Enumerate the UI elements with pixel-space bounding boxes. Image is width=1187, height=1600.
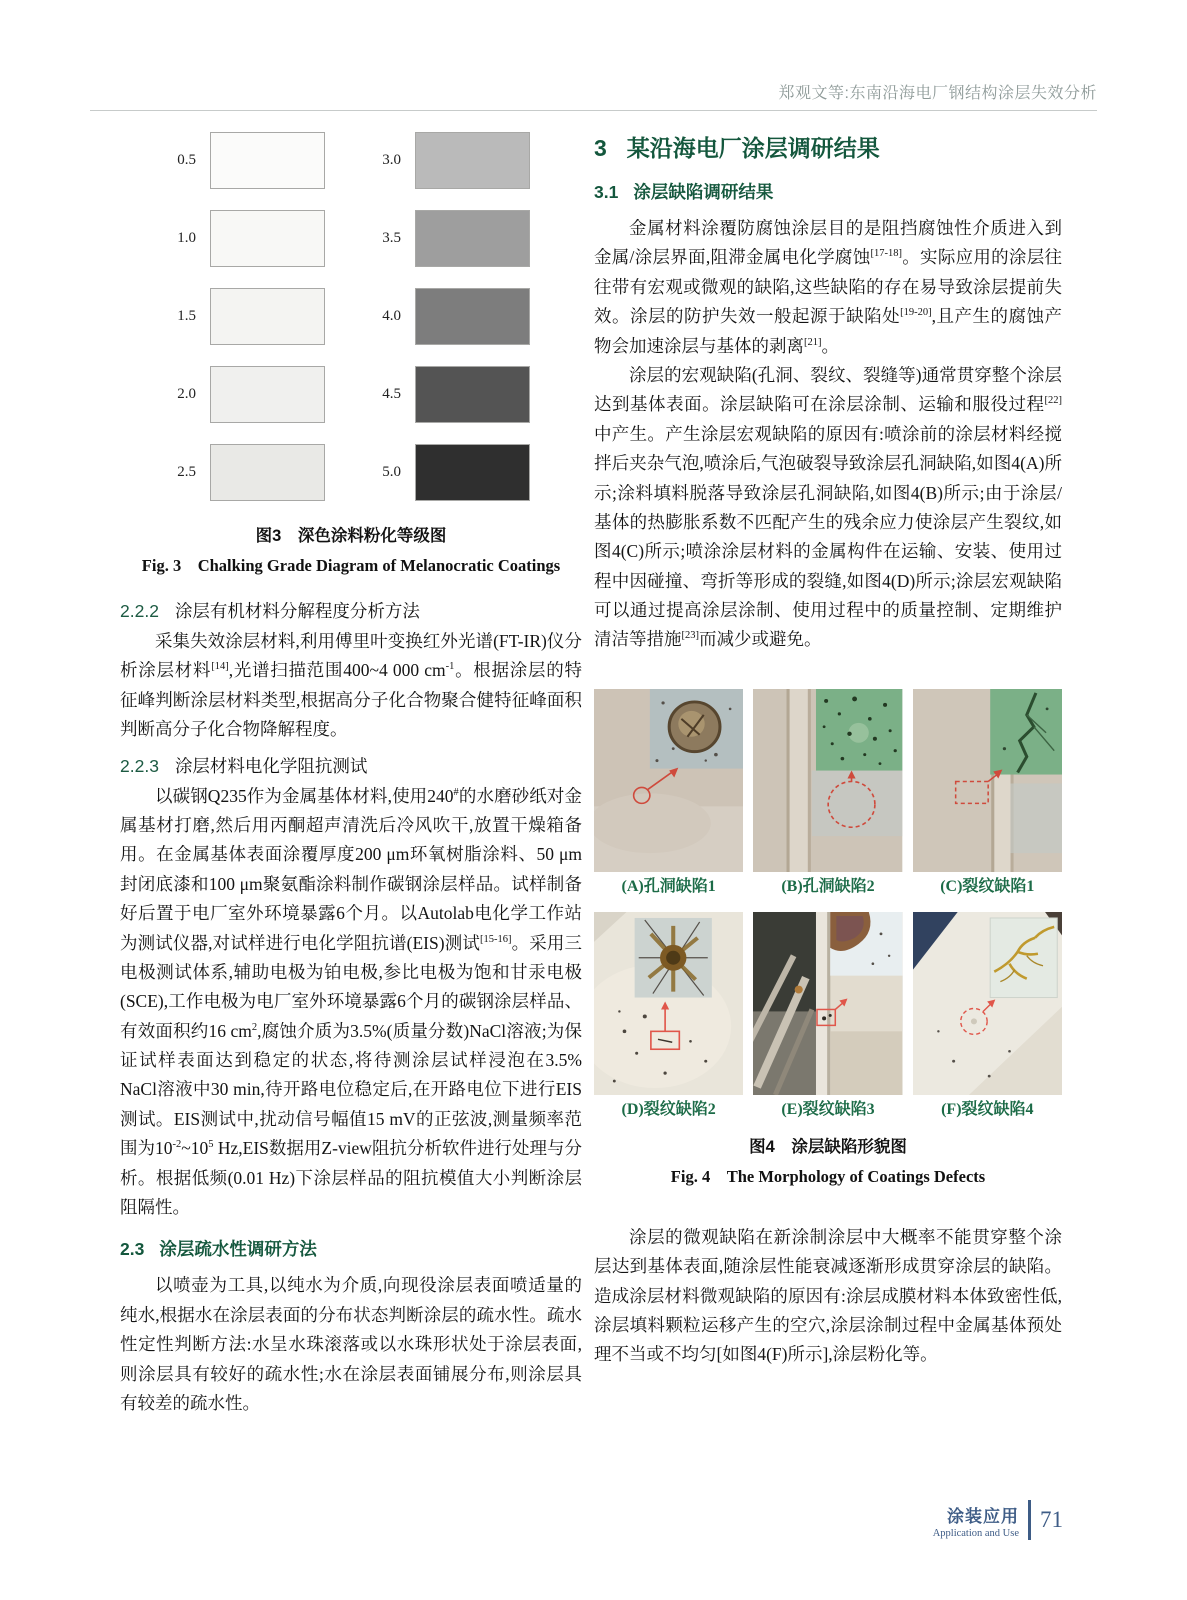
chalking-grade-label: 3.5 [382,230,401,246]
superscript-reference: -1 [445,661,455,673]
running-head: 郑观文等:东南沿海电厂钢结构涂层失效分析 [778,85,1097,102]
fig4-photo-hole-defect-1 [594,689,743,872]
figure3-caption-en: Fig. 3 Chalking Grade Diagram of Melanocratic Coatings [141,556,561,575]
fig3-row [120,366,582,423]
chalking-grade-label: 0.5 [177,152,196,168]
section-number: 3 [594,135,607,161]
paragraph-3-1-a: 金属材料涂覆防腐蚀涂层目的是阻挡腐蚀性介质进入到金属/涂层界面,阻滞金属电化学腐蚀[17-18]。实际应用的涂层往往带有宏观或微观的缺陷,这些缺陷的存在易导致涂层提前失效。涂层的防护失效一般起源于缺陷处[19-20],且产生的腐蚀产物会加速涂层与基体的剥离[21]。 [594,218,1063,356]
superscript-reference: [22] [1044,395,1062,407]
fig4-photo-crack-defect-3 [753,912,902,1095]
figure4-grid [594,689,1062,1125]
chalking-grade-label: 3.0 [382,152,401,168]
paragraph-2-3: 以喷壶为工具,以纯水为介质,向现役涂层表面喷适量的纯水,根据水在涂层表面的分布状态判断涂层的疏水性。疏水性定性判断方法:水呈水珠滚落或以水珠形状处于涂层表面,则涂层具有较好的疏水性;水在涂层表面铺展分布,则涂层具有较差的疏水性。 [120,1275,582,1413]
fig3-row [120,444,582,501]
paragraph-3-1-b: 涂层的宏观缺陷(孔洞、裂纹、裂缝等)通常贯穿整个涂层达到基体表面。涂层缺陷可在涂层涂制、运输和服役过程[22]中产生。产生涂层宏观缺陷的原因有:喷涂前的涂层材料经搅拌后夹杂气泡,喷涂后,气泡破裂导致涂层孔洞缺陷,如图4(A)所示;涂料填料脱落导致涂层孔洞缺陷,如图4(B)所示;由于涂层/基体的热膨胀系数不匹配产生的残余应力使涂层产生裂纹,如图4(C)所示;喷涂涂层材料的金属构件在运输、安装、使用过程中因碰撞、弯折等形成的裂缝,如图4(D)所示;涂层宏观缺陷可以通过提高涂层涂制、使用过程中的质量控制、定期维护清洁等措施[23]而减少或避免。 [594,364,1062,650]
section-title: 涂层缺陷调研结果 [633,182,774,202]
chalking-grade-swatch [210,366,325,423]
paragraph-3-1-c: 涂层的微观缺陷在新涂制涂层中大概率不能贯穿整个涂层达到基体表面,随涂层性能衰减逐渐形成贯穿涂层的缺陷。造成涂层材料微观缺陷的原因有:涂层成膜材料本体致密性低,涂层填料颗粒运移产生的空穴,涂层涂制过程中金属基体预处理不当或不均匀[如图4(F)所示],涂层粉化等。 [594,1226,1062,1365]
photo-a-graphic [594,689,743,872]
section-number: 2.3 [120,1239,145,1260]
photo-c-graphic [913,689,1062,872]
superscript-reference: [21] [804,336,822,348]
chalking-grade-swatch [210,132,325,189]
superscript-reference: [15-16] [479,933,512,945]
fig4-photo-crack-defect-2 [594,912,743,1095]
paragraph-2-2-3: 以碳钢Q235作为金属基体材料,使用240#的水磨砂纸对金属基材打磨,然后用丙酮超声清洗后冷风吹干,放置干燥箱备用。在金属基体表面涂覆厚度200 μm环氧树脂涂料、50 μm封闭底漆和100 μm聚氨酯涂料制作碳钢涂层样品。试样制备好后置于电厂室外环境暴露6个月。以Autolab电化学工作站为测试仪器,对试样进行电化学阻抗谱(EIS)测试[15-16]。采用三电极测试体系,辅助电极为铂电极,参比电极为饱和甘汞电极(SCE),工作电极为电厂室外环境暴露6个月的碳钢涂层样品、有效面积约16 $cm^2$,腐蚀介质为3.5%(质量分数)NaCl溶液;为保证试样表面达到稳定的状态,将待测涂层试样浸泡在3.5% NaCl溶液中30 min,待开路电位稳定后,在开路电位下进行EIS测试。EIS测试中,扰动信号幅值15 mV的正弦波,测量频率范围为$10^{-2}\sim 10^5$ Hz,EIS数据用Z-view阻抗分析软件进行处理与分析。根据低频(0.01 Hz)下涂层样品的阻抗模值大小判断涂层阻隔性。 [120,785,583,1218]
chalking-grade-label: 2.0 [177,386,196,402]
chalking-grade-swatch [210,444,325,501]
superscript-reference: [19-20] [900,307,932,319]
photo-b-graphic [753,689,902,872]
fig4-cell-e [753,912,902,1125]
chalking-grade-swatch [210,288,325,345]
superscript-reference: # [453,786,459,798]
section-2-3-heading [120,1236,582,1261]
chalking-grade-label: 4.0 [382,308,401,324]
section-3-1-heading [594,179,1062,204]
fig4-label-b: (B)孔洞缺陷2 [781,877,875,895]
fig4-cell-d [594,912,743,1125]
photo-e-graphic [753,912,902,1095]
figure3-chalking-grid [120,132,582,501]
right-column [594,116,1062,1370]
fig4-label-d: (D)裂纹缺陷2 [621,1100,716,1118]
section-title: 某沿海电厂涂层调研结果 [626,135,880,161]
superscript-reference: 2 [251,1021,258,1033]
fig4-cell-b [753,689,902,902]
fig3-row [120,288,582,345]
footer-divider-bar [1028,1500,1031,1540]
chalking-grade-label: 2.5 [177,464,196,480]
superscript-reference: 5 [208,1139,214,1151]
chalking-grade-label: 1.0 [177,230,196,246]
header-rule [90,110,1097,111]
section-title: 涂层疏水性调研方法 [159,1239,317,1260]
fig4-photo-crack-defect-4 [913,912,1062,1095]
page-footer [933,1500,1063,1540]
section-number: 2.2.3 [120,755,159,776]
fig3-row [120,210,582,267]
section-title: 涂层材料电化学阻抗测试 [174,755,368,776]
superscript-reference: [14] [211,661,229,673]
chalking-grade-swatch [415,366,530,423]
chalking-grade-swatch [415,210,530,267]
chalking-grade-label: 4.5 [382,386,401,402]
fig4-label-c: (C)裂纹缺陷1 [940,877,1035,895]
fig4-label-f: (F)裂纹缺陷4 [941,1100,1034,1118]
chalking-grade-swatch [415,288,530,345]
section-title: 涂层有机材料分解程度分析方法 [174,601,420,621]
journal-name-block [933,1502,1019,1539]
journal-name-cn: 涂装应用 [947,1506,1019,1526]
superscript-reference: [17-18] [870,248,902,260]
photo-d-graphic [594,912,743,1095]
figure3-caption-cn: 图3 深色涂料粉化等级图 [255,527,447,545]
paragraph-2-2-2: 采集失效涂层材料,利用傅里叶变换红外光谱(FT-IR)仪分析涂层材料[14],光谱扫描范围400~4 000 $cm^{-1}$。根据涂层的特征峰判断涂层材料类型,根据高分子化合物聚合健特征峰面积判断高分子化合物降解程度。 [120,631,582,740]
figure4 [594,689,1062,1187]
chalking-grade-label: 5.0 [382,464,401,480]
chalking-grade-swatch [415,132,530,189]
fig4-photo-crack-defect-1 [913,689,1062,872]
left-column [120,118,582,1418]
section-2-2-3-heading [120,753,582,778]
fig4-cell-f [913,912,1062,1125]
chalking-grade-label: 1.5 [177,308,196,324]
section-number: 2.2.2 [120,601,159,621]
superscript-reference: -2 [172,1139,182,1151]
fig4-cell-a [594,689,743,902]
section-3-heading [594,130,1062,163]
fig4-cell-c [913,689,1062,902]
fig3-row [120,132,582,189]
fig4-label-e: (E)裂纹缺陷3 [781,1100,875,1118]
superscript-reference: [23] [681,630,699,642]
photo-f-graphic [913,912,1062,1095]
section-number: 3.1 [594,182,619,202]
page-number: 71 [1040,1507,1063,1532]
fig4-label-a: (A)孔洞缺陷1 [621,877,716,895]
section-2-2-2-heading [120,598,582,623]
journal-name-en: Application and Use [932,1527,1019,1539]
figure4-caption-en: Fig. 4 The Morphology of Coatings Defects [670,1166,986,1186]
chalking-grade-swatch [210,210,325,267]
figure4-caption-cn: 图4 涂层缺陷形貌图 [749,1137,907,1156]
fig4-photo-hole-defect-2 [753,689,902,872]
chalking-grade-swatch [415,444,530,501]
